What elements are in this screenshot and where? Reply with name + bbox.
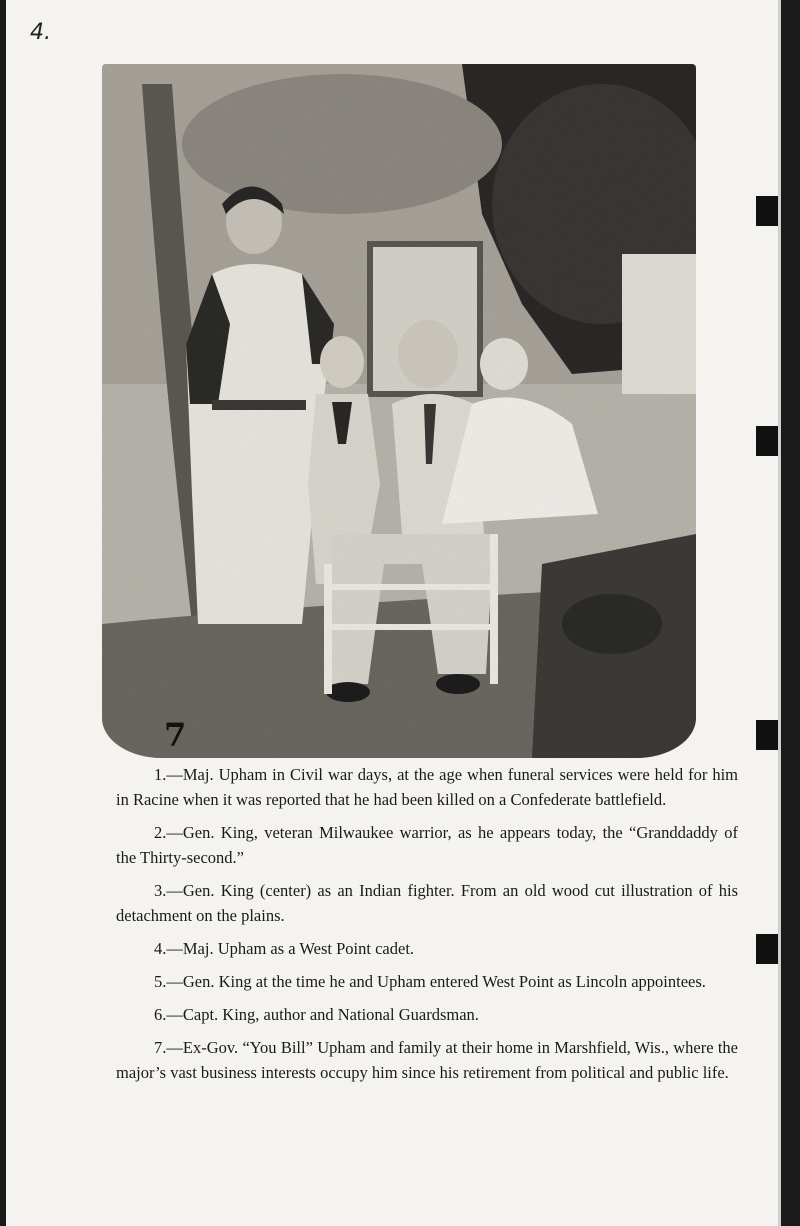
caption-3: 3.—Gen. King (center) as an Indian fighter. From an old wood cut illustration of his detachment on the plains. — [116, 881, 738, 925]
photo-number: 7 — [164, 716, 187, 754]
caption-5: 5.—Gen. King at the time he and Upham entered West Point as Lincoln appointees. — [154, 972, 706, 991]
edge-tab — [756, 196, 778, 226]
caption-list — [116, 762, 738, 1093]
caption-2: 2.—Gen. King, veteran Milwaukee warrior, as he appears today, the “Granddaddy of the Thirty-second.” — [116, 823, 738, 867]
caption-7: 7.—Ex-Gov. “You Bill” Upham and family at their home in Marshfield, Wis., where the major’s vast business interests occupy him since his retirement from political and public life. — [116, 1038, 738, 1082]
family-photo-illustration — [102, 64, 696, 758]
caption-6: 6.—Capt. King, author and National Guardsman. — [154, 1005, 479, 1024]
caption-4: 4.—Maj. Upham as a West Point cadet. — [154, 939, 415, 958]
edge-tab — [756, 934, 778, 964]
page-number: 4. — [30, 20, 51, 45]
edge-tab — [756, 720, 778, 750]
caption-1: 1.—Maj. Upham in Civil war days, at the age when funeral services were held for him in Racine when it was reported that he had been killed on a Confederate battlefield. — [116, 765, 738, 809]
scrapbook-page — [6, 0, 781, 1226]
family-photo — [102, 64, 696, 758]
edge-tab — [756, 426, 778, 456]
